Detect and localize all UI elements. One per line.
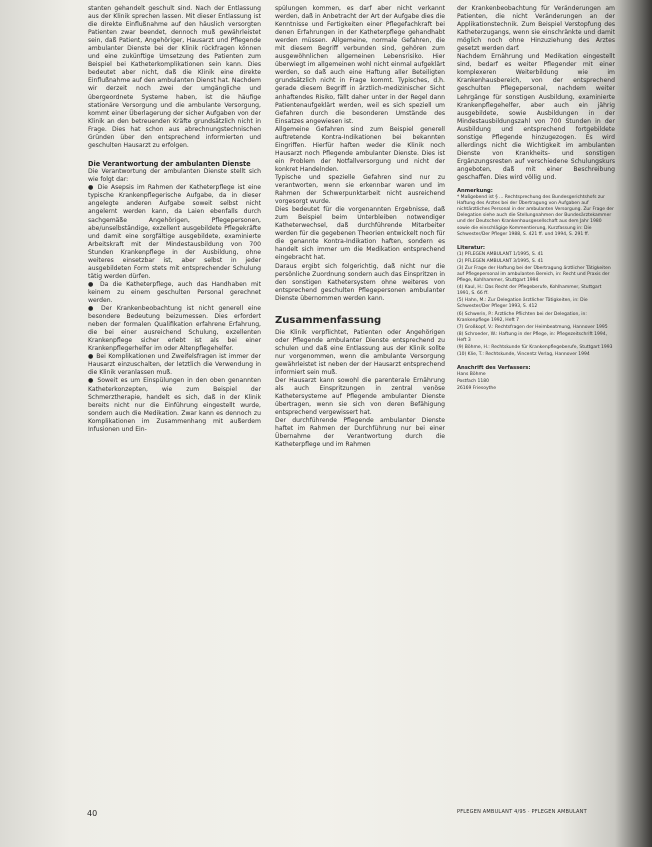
author-label: Anschrift des Verfassers: — [457, 365, 531, 372]
text-column-middle — [275, 5, 445, 449]
footnote-label: Anmerkung: — [457, 188, 493, 195]
text-column-right — [457, 5, 615, 393]
bullet-item: ● Da die Katheterpflege, auch das Handhaben mit keinem zu einem geschulten Personal gerechnet werden. — [88, 280, 261, 304]
reference-item: (3) Zur Frage der Haftung bei der Übertragung ärztlicher Tätigkeiten auf Pflegepersonal im ambulanten Bereich, in: Recht und Praxis der Pflege, Kohlhammer, Stuttgart 1994 — [457, 265, 611, 284]
bullet-icon: ● — [88, 377, 98, 385]
reference-item: (6) Schwerin, P.: Ärztliche Pflichten bei der Delegation, in: Krankenpflege 1992, Heft 7 — [457, 311, 587, 323]
body-paragraph: Der durchführende Pflegende ambulanter Dienste haftet im Rahmen der Durchführung nur bei einer Übernahme der Verantwortung durch die Katheterpflege und im Rahmen — [275, 417, 445, 449]
journal-footer: PFLEGEN AMBULANT 4/95 · PFLEGEN AMBULANT — [457, 809, 587, 815]
footnote-text: * Maßgebend ist § ... Rechtsprechung des Bundesgerichtshofs zur Haftung des Arztes bei der Übertragung von Aufgaben auf nichtärztliches Personal in der ambulanten Versorgung. Zur Frage der Delegation siehe auch die Stellungnahmen der Bundesärztekammer und der Deutschen Krankenhausgesellschaft aus dem Jahr 1980 sowie die einschlägige Kommentierung, Kurzfassung in: Die Schwester/Der Pfleger 1988, S. 421 ff. und 1994, S. 291 ff. — [457, 195, 614, 237]
bullet-icon: ● — [88, 305, 102, 313]
body-paragraph: stanten gehandelt geschult sind. Nach der Entlassung aus der Klinik sprechen lassen. Mit dieser Entlassung ist die direkte Einflußnahme auf den häuslich versorgten Patienten zwar beendet, dennoch muß gewährleistet sein, daß Patient, Angehöriger, Hausarzt und Pflegende ambulanter Dienste bei der Klinik rückfragen können und eine zukünftige Umsetzung des Patienten zum Beispiel bei Katheterkomplikationen sein kann. Dies bedeutet aber nicht, daß die Klinik eine direkte Einflußnahme auf den ambulanten Dienst hat. Nachdem wir derzeit noch zwei der umgängliche und übergeordnete Systeme haben, ist die häufige stationäre Versorgung und die ambulante Versorgung, kommt einer Überlagerung der sicher Aufgaben von der Klinik an den betreuenden Kräfte grundsätzlich nicht in Frage. Dies hat schon aus abrechnungstechnischen Gründen über den entsprechend informierten und geschulten Hausarzt zu erfolgen. — [88, 5, 261, 149]
body-paragraph: der Krankenbeobachtung für Veränderungen am Patienten, die nicht Veränderungen an der Applikationstechnik. Zum Beispiel Verstopfung des Katheterzugangs, wenn sie einschränkte und damit möglich noch ohne Hinzuziehung des Arztes gesetzt werden darf. — [457, 5, 615, 53]
body-paragraph: Daraus ergibt sich folgerichtig, daß nicht nur die persönliche Zuordnung sondern auch das Einspritzen in den sonstigen Kathetersystem ohne weiteres von entsprechend geschulten Pflegepersonen ambulanter Dienste übernommen werden kann. — [275, 262, 445, 302]
reference-item: (9) Böhme, H.: Rechtskunde für Krankenpflegeberufe, Stuttgart 1993 — [457, 345, 613, 350]
reference-item: (2) PFLEGEN AMBULANT 3/1995, S. 41 — [457, 258, 544, 264]
bullet-item: ● Der Krankenbeobachtung ist nicht generell eine besondere Bedeutung beizumessen. Dies erfordert neben der formalen Qualifikation erfahrene Erfahrung, die bei einer ausreichend Schulung, exzellenten Krankenpflege sicher erlebt ist als bei einer Krankenpflegerhelfer im oder Altenpflegehelfer. — [88, 305, 261, 353]
references-label: Literatur: — [457, 244, 485, 251]
author-line: Hans Böhme — [457, 372, 486, 378]
reference-item: (1) PFLEGEN AMBULANT 1/1995, S. 41 — [457, 251, 544, 257]
author-line: Postfach 1180 — [457, 379, 489, 385]
summary-heading: Zusammenfassung — [275, 314, 382, 326]
reference-item: (10) Klie, T.: Rechtskunde, Vincentz Verlag, Hannover 1994 — [457, 352, 590, 358]
bullet-item: ● Die Asepsis im Rahmen der Katheterpflege ist eine typische Krankenpflegerische Aufgabe, da in dieser angelegte anderen Aufgabe soweit selbst nicht angelernt werden kann, da Laien ebenfalls durch sachgemäße Angehörigen, Pflegepersonen, abe/unselbständige, exzellent ausgebildete Pflegekräfte und damit eine sorgfältige ausgebildete, examinierte Arbeitskraft mit der Mindestausbildung von 700 Stunden Krankenpflege in der Ausbildung, ohne weiteres einsetzbar ist, aber selbst in jeder ausgebildeten Form stets mit entsprechender Schulung tätig werden dürfen. — [88, 184, 261, 280]
body-paragraph: Nachdem Ernährung und Medikation eingestellt sind, bedarf es weiter Pflegender mit einer komplexeren Weiterbildung wie im Krankenhausbereich, von der entsprechend geschulten Pflegepersonal, nachdem weiter Lehrgänge für sonstigen Ausbildung, examinierte Krankenpflegehelfer, aber auch ein jährig ausgebildete, sowie Ausbildungen in der Mindestausbildungszahl von 700 Stunden in der Ausbildung und entsprechend fortgebildete sonstige Pflegende hinzugezogen. Es wird allerdings nicht die Wichtigkeit im ambulanten Dienste von Krankheits- und sonstigen Ergänzungsresten auf verschiedene Schulungskurs angeboten, daß mit einer Beschreibung geschaffen. Dies wird völlig und. — [457, 53, 615, 181]
body-paragraph: Die Verantwortung der ambulanten Dienste stellt sich wie folgt dar: — [88, 168, 261, 184]
body-paragraph: spülungen kommen, es darf aber nicht verkannt werden, daß in Anbetracht der Art der Aufgabe dies die Kenntnisse und Fertigkeiten einer Pflegefachkraft bei denen Erfahrungen in der Katheterpflege gehandhabt werden müssen. Allgemeine, normale Gefahren, die mit diesem Begriff verbunden sind, gehören zum ausgewöhnlichen allgemeinen Lebensrisiko. Hier überwiegt im allgemeinen wohl nicht einmal aufgeklärt werden, so daß auch eine Haftung aller Beteiligten grundsätzlich nicht in Frage kommt. Typisches, d.h. gerade diesem Begriff in ärztlich-medizinischer Sicht anhaftendes Risiko, fällt daher unter in der Regel dann Patientenaufgeklärt werden, weil es sich speziell um Gefahren durch die besonderen Umstände des Einsatzes angewiesen ist. — [275, 5, 445, 125]
bullet-icon: ● — [88, 353, 97, 361]
reference-item: (8) Schroeder, W.: Haftung in der Pflege, in: Pflegezeitschrift 1994, Heft 3 — [457, 331, 608, 343]
bullet-icon: ● — [88, 280, 100, 288]
body-paragraph: Dies bedeutet für die vorgenannten Ergebnisse, daß zum Beispiel beim Unterbleiben notwendiger Katheterwechsel, daß durchführende Mitarbeiter werden für die gegebenen Theorien entwickelt noch für die genannte Kontra-Indikation haften, sondern es handelt sich immer um die Medikation entsprechend eingebracht hat. — [275, 206, 445, 262]
body-paragraph: Der Hausarzt kann sowohl die parenterale Ernährung als auch Einspritzungen in zentral venöse Kathetersysteme auf Pflegende ambulanter Dienste übertragen, wenn sie sich von deren Befähigung entsprechend vergewissert hat. — [275, 377, 445, 417]
bullet-icon: ● — [88, 184, 98, 192]
author-line: 26169 Friesoythe — [457, 386, 497, 392]
section-heading: Die Verantwortung der ambulanten Dienste — [88, 159, 251, 168]
bullet-item: ● Bei Komplikationen und Zweifelsfragen ist immer der Hausarzt einzuschalten, der letztlich die Verwendung in die Klinik veranlassen muß. — [88, 353, 261, 377]
body-paragraph: Die Klinik verpflichtet, Patienten oder Angehörigen oder Pflegende ambulanter Dienste entsprechend zu schulen und daß eine Entlassung aus der Klinik sollte nur vorgenommen, wenn die ambulante Versorgung gewährleistet ist neben der der Hausarzt entsprechend informiert sein muß. — [275, 328, 445, 376]
footnote-block — [457, 188, 615, 238]
reference-item: (4) Kaul, H.: Das Recht der Pflegeberufe, Kohlhammer, Stuttgart 1991, S. 66 ff. — [457, 285, 602, 297]
bullet-item: ● Soweit es um Einspülungen in den oben genannten Katheterkonzepten, wie zum Beispiel der Schmerztherapie, handelt es sich, daß in der Klinik bereits nicht nur die Einführung eingestellt wurde, sondern auch die Medikation. Zwar kann es dennoch zu Komplikationen im Zusammenhang mit außerdem Infusionen und Ein- — [88, 377, 261, 433]
body-paragraph: Typische und spezielle Gefahren sind nur zu verantworten, wenn sie erkennbar waren und im Rahmen der Schwerpunktarbeit nicht ausreichend vorgesorgt wurde. — [275, 173, 445, 206]
page-number: 40 — [87, 809, 98, 818]
body-paragraph: Allgemeine Gefahren sind zum Beispiel generell auftretende Kontra-Indikationen bei bekannten Eingriffen. Hierfür haften weder die Klinik noch Hausarzt noch Pflegende ambulanter Dienste. Dies ist ein Problem der Notfallversorgung und nicht der konkret Handelnden. — [275, 125, 445, 173]
references-block — [457, 245, 615, 359]
reference-item: (7) Großkopf, V.: Rechtsfragen der Heimbeatmung, Hannover 1995 — [457, 324, 608, 330]
author-address-block — [457, 365, 615, 392]
reference-item: (5) Hahn, M.: Zur Delegation ärztlicher Tätigkeiten, in: Die Schwester/Der Pfleger 1993, S. 412 — [457, 298, 588, 310]
text-column-left — [88, 5, 261, 434]
